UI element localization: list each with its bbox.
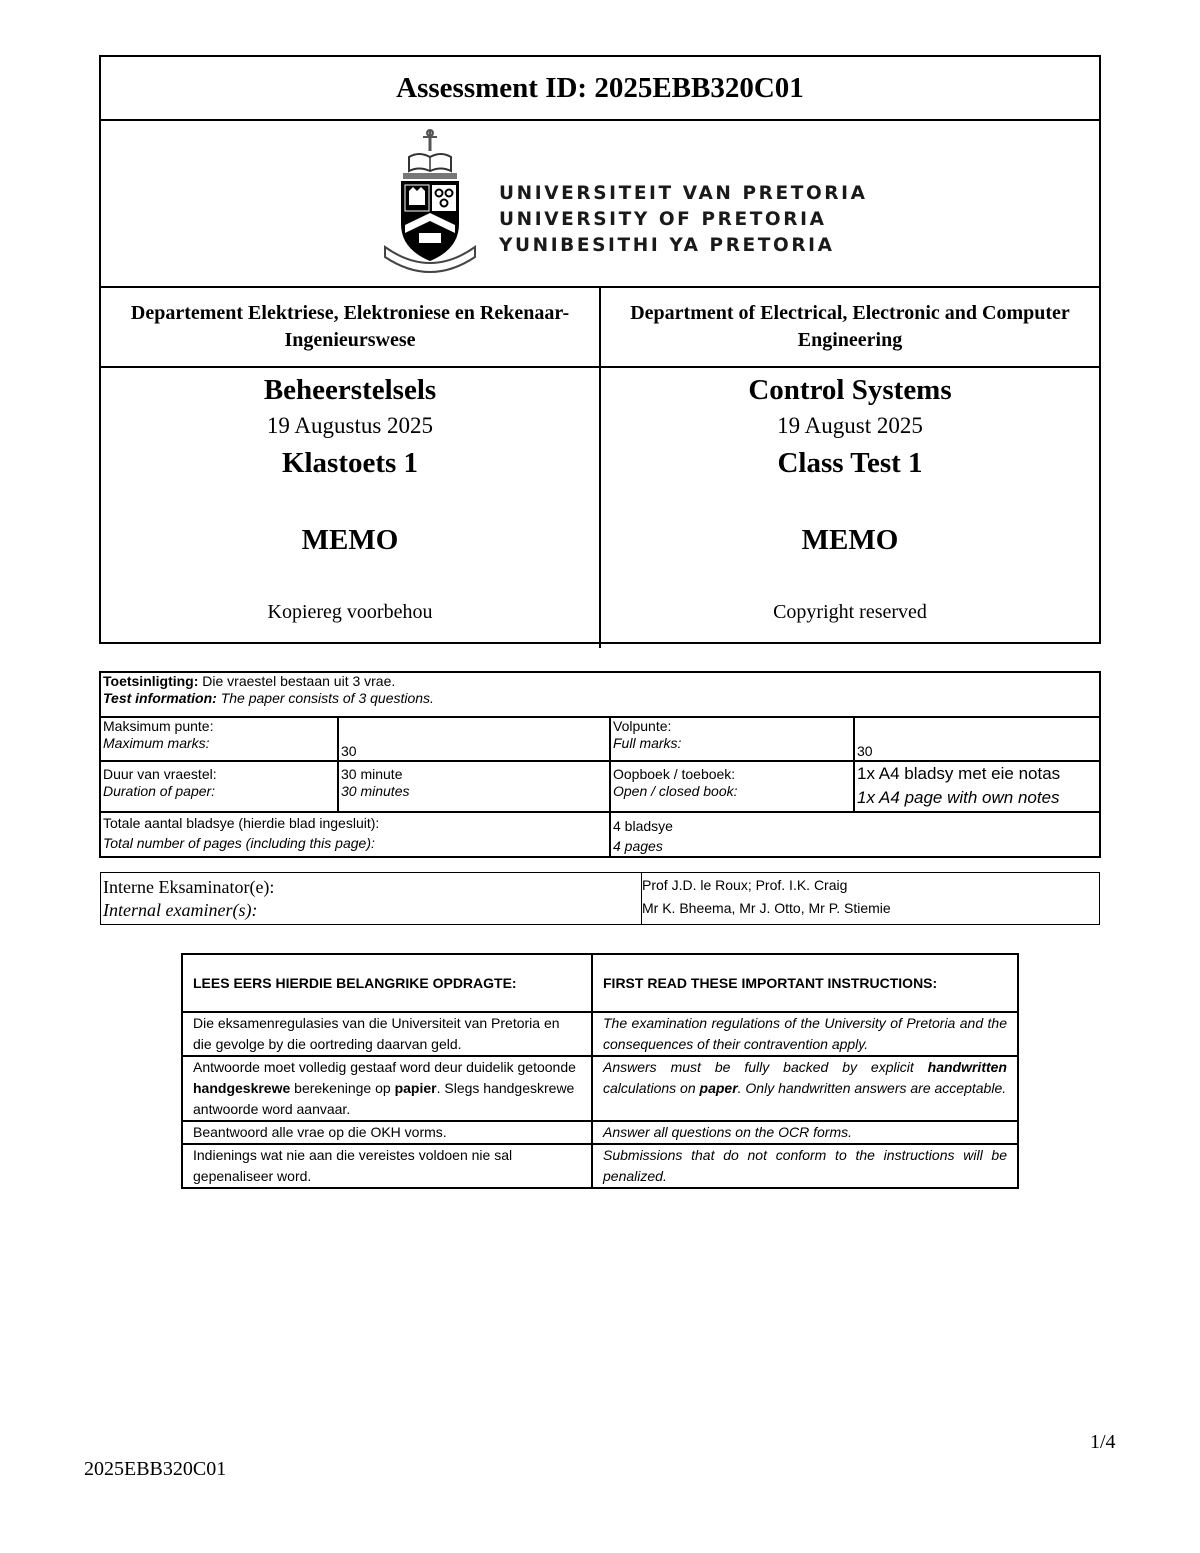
copyright-en: Copyright reserved	[773, 601, 927, 623]
memo-en: MEMO	[801, 524, 899, 556]
department-af: Departement Elektriese, Elektroniese en Rekenaar-Ingenieurswese	[101, 288, 601, 366]
max-marks-label: Maksimum punte: Maximum marks:	[100, 717, 338, 761]
date-en: 19 August 2025	[777, 413, 923, 438]
instruction-af: Antwoorde moet volledig gestaaf word deur duidelik getoonde handgeskrewe berekeninge op papier. Slegs handgeskrewe antwoorde word aanvaar.	[182, 1056, 592, 1121]
test-info-cell	[100, 672, 1100, 717]
table-row	[182, 1144, 1018, 1188]
instruction-af: Die eksamenregulasies van die Universiteit van Pretoria en die gevolge by die oortreding daarvan geld.	[182, 1012, 592, 1056]
subject-name-en: Control Systems	[748, 374, 952, 406]
duration-label: Duur van vraestel: Duration of paper:	[100, 761, 338, 812]
examiner-label: Interne Eksaminator(e): Internal examiner(s):	[101, 873, 642, 925]
instruction-af: Beantwoord alle vrae op die OKH vorms.	[182, 1121, 592, 1144]
examiner-names: Prof J.D. le Roux; Prof. I.K. Craig Mr K. Bheema, Mr J. Otto, Mr P. Stiemie	[642, 873, 1100, 925]
test-info-table	[99, 671, 1101, 858]
subject-en-column	[601, 368, 1099, 648]
subject-af-column	[101, 368, 601, 648]
test-info-label-af: Toetsinligting:	[103, 673, 199, 689]
table-row	[100, 672, 1100, 717]
university-name-en: UNIVERSITY OF PRETORIA	[499, 209, 827, 230]
table-row	[182, 1121, 1018, 1144]
pages-label: Totale aantal bladsye (hierdie blad ingesluit): Total number of pages (including this page):	[100, 812, 610, 857]
instructions-table	[181, 953, 1019, 1189]
copyright-af: Kopiereg voorbehou	[267, 601, 433, 623]
date-af: 19 Augustus 2025	[266, 413, 434, 438]
table-row	[182, 1056, 1018, 1121]
full-marks-label: Volpunte: Full marks:	[610, 717, 854, 761]
pages-value: 4 bladsye 4 pages	[610, 812, 1100, 857]
book-label: Oopboek / toeboek: Open / closed book:	[610, 761, 854, 812]
subject-row	[101, 368, 1099, 648]
department-row	[101, 288, 1099, 368]
max-marks-value: 30	[338, 717, 610, 761]
logo-row	[101, 121, 1099, 288]
test-info-label-en: Test information:	[103, 690, 217, 706]
book-value: 1x A4 bladsy met eie notas 1x A4 page with own notes	[854, 761, 1100, 812]
subject-name-af: Beheerstelsels	[263, 374, 437, 406]
instruction-en: Answers must be fully backed by explicit handwritten calculations on paper. Only handwritten answers are acceptable.	[592, 1056, 1018, 1121]
table-row	[100, 717, 1100, 761]
instruction-en: The examination regulations of the University of Pretoria and the consequences of their contravention apply.	[592, 1012, 1018, 1056]
instruction-en: Submissions that do not conform to the instructions will be penalized.	[592, 1144, 1018, 1188]
full-marks-value: 30	[854, 717, 1100, 761]
table-row	[101, 873, 1100, 925]
test-info-text-en: The paper consists of 3 questions.	[216, 690, 434, 706]
table-row	[182, 1012, 1018, 1056]
instruction-af: Indienings wat nie aan die vereistes voldoen nie sal gepenaliseer word.	[182, 1144, 592, 1188]
test-name-en: Class Test 1	[777, 447, 923, 479]
cover-box	[99, 55, 1101, 644]
examiner-table	[100, 872, 1100, 925]
instruction-en: Answer all questions on the OCR forms.	[592, 1121, 1018, 1144]
department-en: Department of Electrical, Electronic and Computer Engineering	[630, 302, 1070, 351]
university-names	[499, 181, 868, 259]
footer-assessment-id: 2025EBB320C01	[84, 1458, 227, 1480]
instructions-header-en: FIRST READ THESE IMPORTANT INSTRUCTIONS:	[592, 954, 1018, 1012]
table-row	[182, 954, 1018, 1012]
memo-af: MEMO	[301, 524, 399, 556]
instructions-header-af: LEES EERS HIERDIE BELANGRIKE OPDRAGTE:	[182, 954, 592, 1012]
duration-value: 30 minute 30 minutes	[338, 761, 610, 812]
test-info-text-af: Die vraestel bestaan uit 3 vrae.	[198, 673, 396, 689]
table-row	[100, 812, 1100, 857]
assessment-title: Assessment ID: 2025EBB320C01	[101, 57, 1099, 121]
page-number: 1/4	[1090, 1431, 1116, 1453]
test-name-af: Klastoets 1	[281, 447, 419, 479]
university-name-af: UNIVERSITEIT VAN PRETORIA	[499, 183, 868, 204]
table-row	[100, 761, 1100, 812]
university-name-zu: YUNIBESITHI YA PRETORIA	[499, 235, 835, 256]
